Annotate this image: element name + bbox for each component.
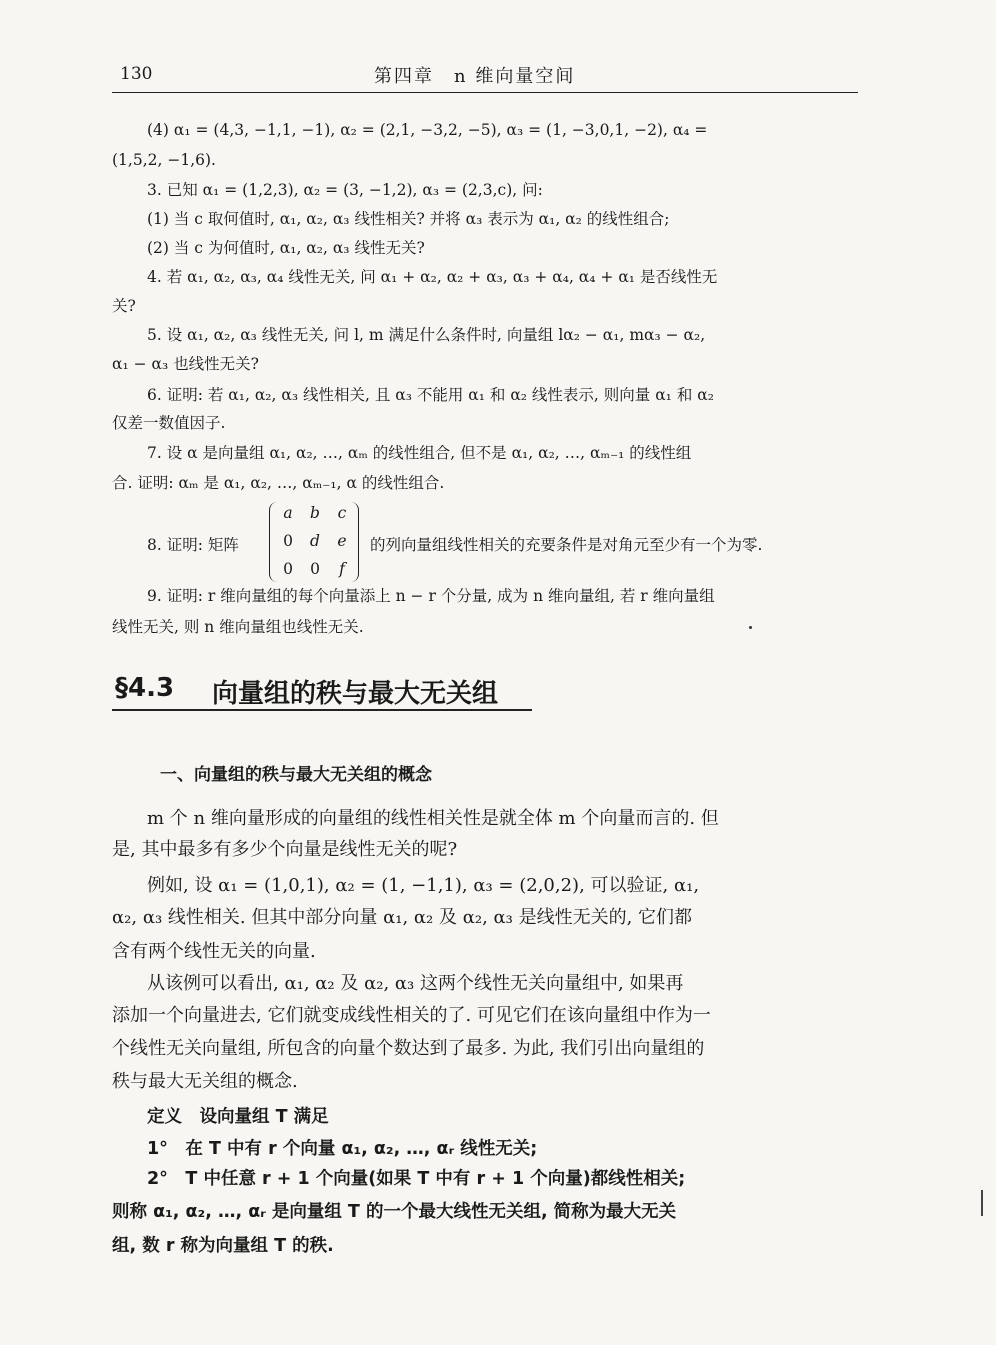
- paragraph-3-line-3: 个线性无关向量组, 所包含的向量个数达到了最多. 为此, 我们引出向量组的: [112, 1038, 705, 1059]
- matrix: [269, 502, 359, 582]
- exercise-8: [112, 500, 858, 586]
- exercise-4b-line-1: 4. 若 α₁, α₂, α₃, α₄ 线性无关, 问 α₁ + α₂, α₂ + α₃, α₃ + α₄, α₄ + α₁ 是否线性无: [147, 268, 718, 286]
- paragraph-3-line-4: 秩与最大无关组的概念.: [112, 1071, 298, 1092]
- section-title: 向量组的秩与最大无关组: [212, 679, 499, 709]
- speck-mark: [749, 626, 752, 629]
- exercise-8-tail: 的列向量组线性相关的充要条件是对角元至少有一个为零.: [370, 536, 763, 554]
- exercise-4-line-2: (1,5,2, −1,6).: [112, 151, 216, 169]
- definition-line-1: 则称 α₁, α₂, …, αᵣ 是向量组 T 的一个最大线性无关组, 简称为最大无关: [112, 1202, 677, 1222]
- paragraph-3-line-1: 从该例可以看出, α₁, α₂ 及 α₂, α₃ 这两个线性无关向量组中, 如果再: [147, 973, 684, 994]
- exercise-5-line-1: 5. 设 α₁, α₂, α₃ 线性无关, 问 l, m 满足什么条件时, 向量组 lα₂ − α₁, mα₃ − α₂,: [147, 326, 706, 344]
- definition-item-1: 1° 在 T 中有 r 个向量 α₁, α₂, …, αᵣ 线性无关;: [147, 1139, 538, 1159]
- matrix-cell: a: [283, 504, 293, 522]
- definition-item-2: 2° T 中任意 r + 1 个向量(如果 T 中有 r + 1 个向量)都线性相关;: [147, 1169, 686, 1189]
- exercise-8-label: 8. 证明: 矩阵: [147, 536, 239, 554]
- section-heading: [112, 669, 532, 711]
- matrix-cell: d: [310, 532, 320, 550]
- paragraph-2-line-1: 例如, 设 α₁ = (1,0,1), α₂ = (1, −1,1), α₃ = (2,0,2), 可以验证, α₁,: [147, 875, 700, 896]
- exercise-6-line-2: 仅差一数值因子.: [112, 414, 226, 432]
- exercise-3-line-2: (1) 当 c 取何值时, α₁, α₂, α₃ 线性相关? 并将 α₃ 表示为 α₁, α₂ 的线性组合;: [147, 210, 670, 228]
- matrix-cell: b: [310, 504, 320, 522]
- paragraph-1-line-1: m 个 n 维向量形成的向量组的线性相关性是就全体 m 个向量而言的. 但: [147, 808, 719, 829]
- exercise-4b-line-2: 关?: [112, 297, 136, 315]
- paragraph-2-line-2: α₂, α₃ 线性相关. 但其中部分向量 α₁, α₂ 及 α₂, α₃ 是线性无关的, 它们都: [112, 907, 693, 928]
- subsection-heading: 一、向量组的秩与最大无关组的概念: [160, 765, 432, 785]
- definition-title: 定义 设向量组 T 满足: [147, 1107, 329, 1127]
- page-number: 130: [120, 64, 153, 84]
- matrix-cell: e: [337, 532, 347, 550]
- matrix-cell: c: [337, 504, 347, 522]
- paragraph-2-line-3: 含有两个线性无关的向量.: [112, 941, 316, 962]
- exercise-3-line-1: 3. 已知 α₁ = (1,2,3), α₂ = (3, −1,2), α₃ = (2,3,c), 问:: [147, 181, 543, 199]
- matrix-cell: f: [339, 560, 345, 578]
- matrix-cell: 0: [283, 560, 293, 578]
- exercise-6-line-1: 6. 证明: 若 α₁, α₂, α₃ 线性相关, 且 α₃ 不能用 α₁ 和 α₂ 线性表示, 则向量 α₁ 和 α₂: [147, 386, 714, 404]
- matrix-cell: 0: [283, 532, 293, 550]
- definition-line-2: 组, 数 r 称为向量组 T 的秩.: [112, 1236, 334, 1256]
- matrix-cell: 0: [310, 560, 320, 578]
- section-number: §4.3: [115, 673, 175, 703]
- exercise-7-line-1: 7. 设 α 是向量组 α₁, α₂, …, αₘ 的线性组合, 但不是 α₁, α₂, …, αₘ₋₁ 的线性组: [147, 444, 692, 462]
- exercise-3-line-3: (2) 当 c 为何值时, α₁, α₂, α₃ 线性无关?: [147, 239, 425, 257]
- exercise-9-line-1: 9. 证明: r 维向量组的每个向量添上 n − r 个分量, 成为 n 维向量组, 若 r 维向量组: [147, 587, 715, 605]
- paragraph-1-line-2: 是, 其中最多有多少个向量是线性无关的呢?: [112, 839, 458, 860]
- page-header: [112, 60, 858, 93]
- exercise-7-line-2: 合. 证明: αₘ 是 α₁, α₂, …, αₘ₋₁, α 的线性组合.: [112, 474, 445, 492]
- exercise-5-line-2: α₁ − α₃ 也线性无关?: [112, 355, 259, 373]
- chapter-title: 第四章 n 维向量空间: [374, 66, 576, 87]
- exercise-4-line-1: (4) α₁ = (4,3, −1,1, −1), α₂ = (2,1, −3,2, −5), α₃ = (1, −3,0,1, −2), α₄ =: [147, 121, 708, 139]
- exercise-9-line-2: 线性无关, 则 n 维向量组也线性无关.: [112, 618, 364, 636]
- scan-edge-mark: [981, 1190, 983, 1216]
- paragraph-3-line-2: 添加一个向量进去, 它们就变成线性相关的了. 可见它们在该向量组中作为一: [112, 1005, 711, 1026]
